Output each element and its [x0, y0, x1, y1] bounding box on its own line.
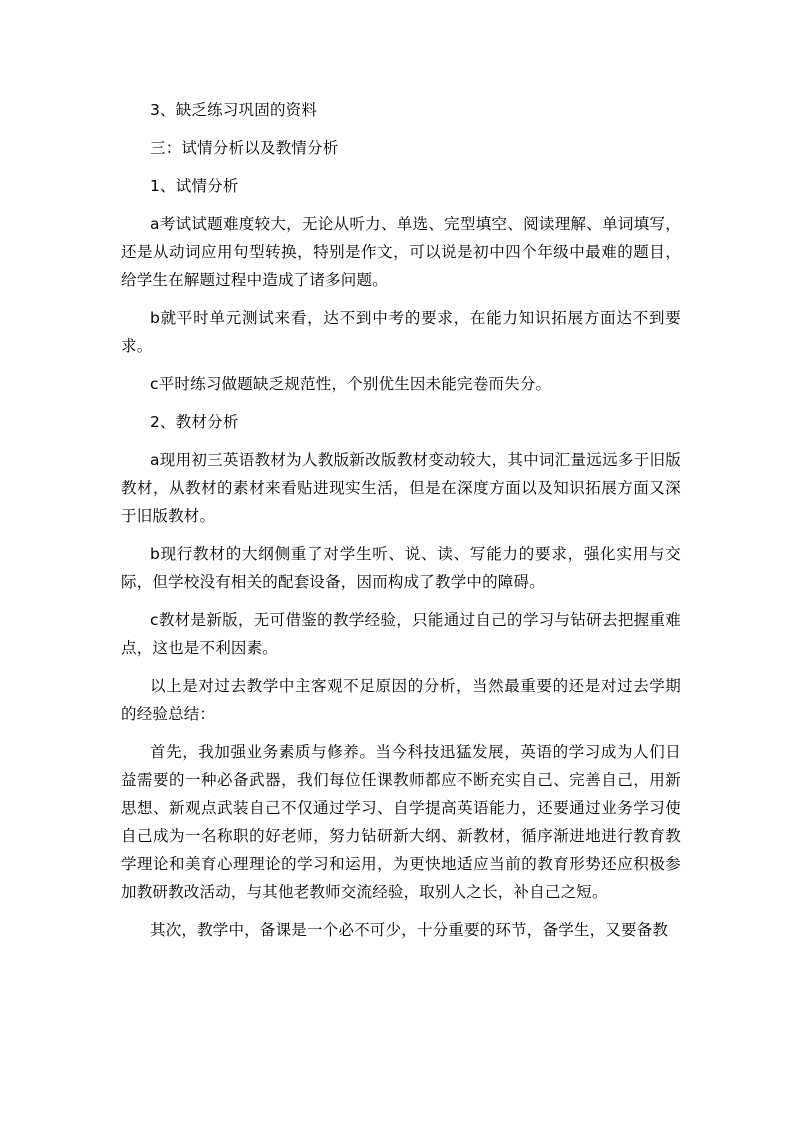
paragraph-exam-a: a考试试题难度较大，无论从听力、单选、完型填空、阅读理解、单词填写，还是从动词应用句型转换，特别是作文，可以说是初中四个年级中最难的题目，给学生在解题过程中造成了诸多问题。	[121, 215, 681, 289]
section-heading-analysis: 三：试情分析以及教情分析	[150, 139, 339, 157]
paragraph-first-point: 首先，我加强业务素质与修养。当今科技迅猛发展，英语的学习成为人们日益需要的一种必备武器，我们每位任课教师都应不断充实自己、完善自己，用新思想、新观点武装自己不仅通过学习、自学提高英语能力，还要通过业务学习使自己成为一名称职的好老师，努力钻研新大纲、新教材，循序渐进地进行教育教学理论和美育心理理论的学习和运用，为更快地适应当前的教育形势还应积极参加教研教改活动，与其他老教师交流经验，取别人之长，补自己之短。	[121, 743, 681, 901]
list-item-lack-materials: 3、缺乏练习巩固的资料	[150, 101, 318, 119]
paragraph-second-point: 其次，教学中，备课是一个必不可少，十分重要的环节，备学生，又要备教	[150, 921, 669, 939]
paragraph-textbook-c: c教材是新版，无可借鉴的教学经验，只能通过自己的学习与钻研去把握重难点，这也是不利因素。	[121, 611, 681, 657]
paragraph-textbook-b: b现行教材的大纲侧重了对学生听、说、读、写能力的要求，强化实用与交际，但学校没有相关的配套设备，因而构成了教学中的障碍。	[121, 545, 681, 591]
subheading-textbook-analysis: 2、教材分析	[150, 413, 239, 431]
subheading-exam-analysis: 1、试情分析	[150, 177, 239, 195]
document-body	[121, 96, 681, 944]
paragraph-exam-c: c平时练习做题缺乏规范性，个别优生因未能完卷而失分。	[150, 375, 552, 393]
paragraph-exam-b: b就平时单元测试来看，达不到中考的要求，在能力知识拓展方面达不到要求。	[121, 309, 681, 355]
paragraph-summary-intro: 以上是对过去教学中主客观不足原因的分析，当然最重要的还是对过去学期的经验总结：	[121, 677, 681, 723]
paragraph-textbook-a: a现用初三英语教材为人教版新改版教材变动较大，其中词汇量远远多于旧版教材，从教材的素材来看贴进现实生活，但是在深度方面以及知识拓展方面又深于旧版教材。	[121, 451, 681, 525]
